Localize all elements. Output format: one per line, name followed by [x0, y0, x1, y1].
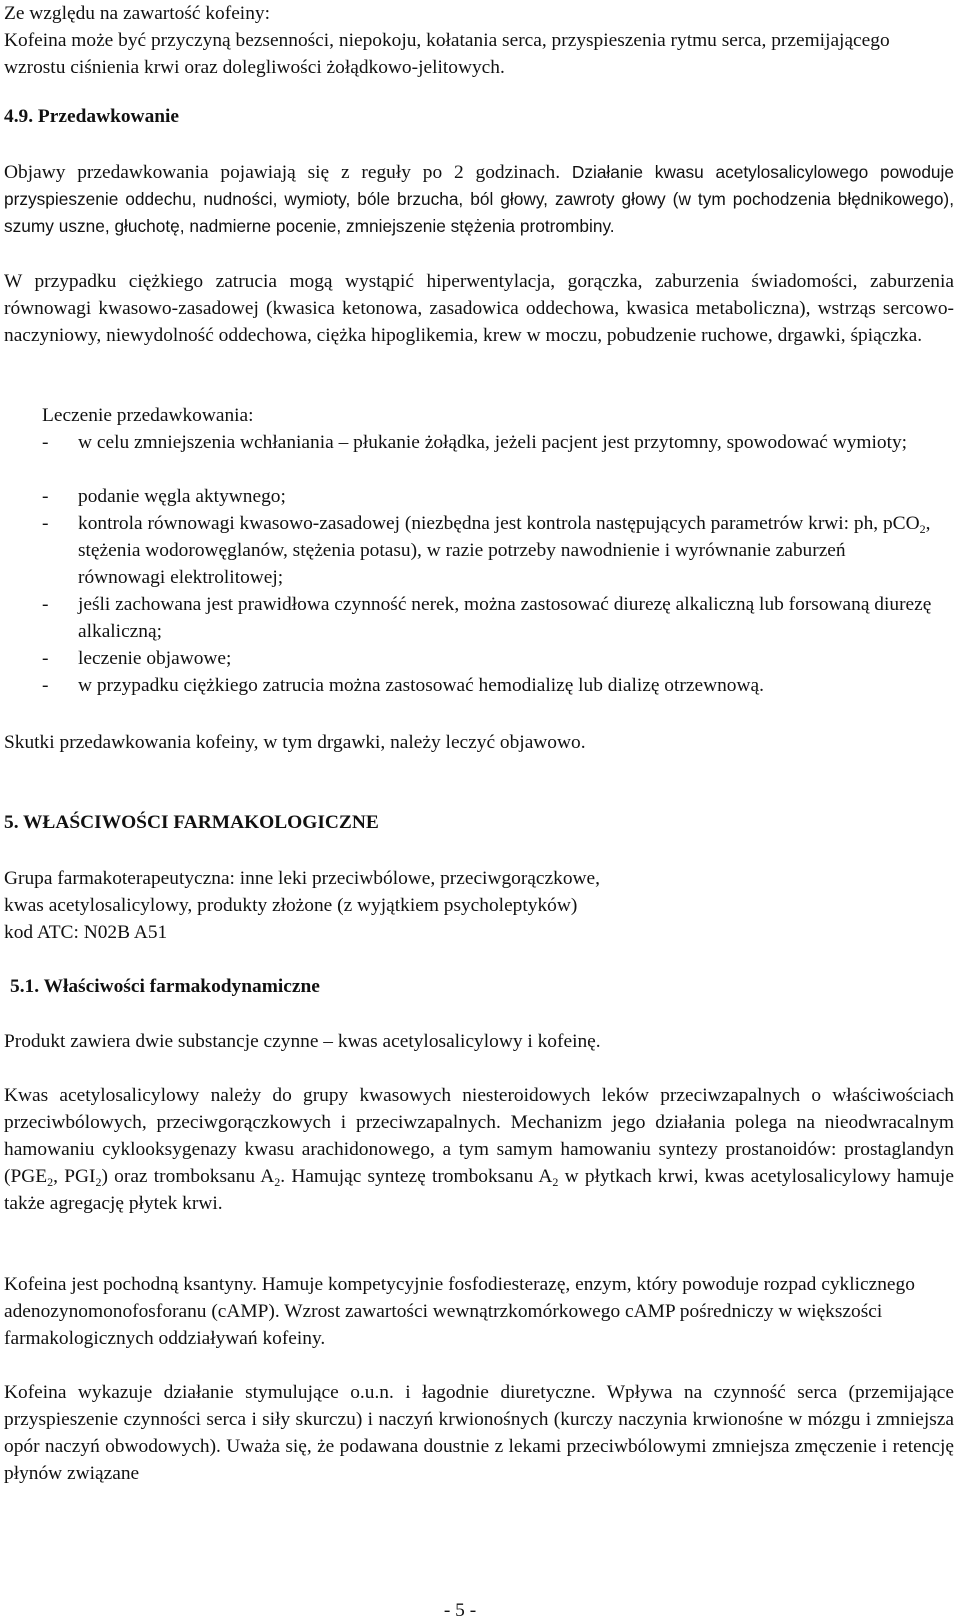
list-dash: -	[42, 486, 49, 507]
list-dash: -	[42, 648, 49, 669]
treatment-item-text: w przypadku ciężkiego zatrucia można zastosować hemodializę lub dializę otrzewnową.	[78, 675, 764, 696]
page-number: - 5 -	[443, 1600, 477, 1622]
caffeine-xanthine-paragraph: Kofeina jest pochodną ksantyny. Hamuje kompetycyjnie fosfodiesterazę, enzym, który powoduje rozpad cyklicznego adenozynomonofosforanu (cAMP). Wzrost zawartości wewnątrzkomórkowego cAMP pośredniczy w większości farmakologicznych oddziaływań kofeiny.	[4, 1274, 915, 1349]
subscript: 2	[552, 1175, 559, 1189]
list-dash: -	[42, 513, 49, 534]
list-dash: -	[42, 432, 49, 453]
overdose-onset-text: Objawy przedawkowania pojawiają się z reguły po 2 godzinach.	[4, 162, 561, 183]
pharmacotherapeutic-group-line: kwas acetylosalicylowy, produkty złożone (z wyjątkiem psycholeptyków)	[4, 895, 578, 916]
list-dash: -	[42, 675, 49, 696]
section-5-heading: 5. WŁAŚCIWOŚCI FARMAKOLOGICZNE	[4, 812, 379, 833]
treatment-item-text-part: kontrola równowagi kwasowo-zasadowej (niezbędna jest kontrola następujących parametrów krwi: ph, pCO	[78, 513, 920, 534]
caffeine-stimulant-paragraph: Kofeina wykazuje działanie stymulujące o.u.n. i łagodnie diuretyczne. Wpływa na czynność serca (przemijające przyspieszenie czynności serca i siły skurczu) i naczyń krwionośnych (kurczy naczynia krwionośne w mózgu i zmniejsza opór naczyń obwodowych). Uważa się, że podawana doustnie z lekami przeciwbólowymi zmniejsza zmęczenie i retencję płynów związane	[4, 1382, 954, 1484]
atc-code-line: kod ATC: N02B A51	[4, 922, 168, 943]
text-run: w płytkach krwi, kwas acetylosalicylowy hamuje także agregację płytek krwi.	[4, 1166, 954, 1214]
treatment-item-text: podanie węgla aktywnego;	[78, 486, 286, 507]
treatment-item-text: jeśli zachowana jest prawidłowa czynność nerek, można zastosować diurezę alkaliczną lub forsowaną diurezę alkaliczną;	[78, 594, 932, 642]
text-run: Kwas acetylosalicylowy należy do grupy kwasowych niesteroidowych leków przeciwzapalnych o właściwościach przeciwbólowych, przeciwgorączkowych i przeciwzapalnych. Mechanizm jego działania polega na nieodwracalnym hamowaniu cyklooksygenazy kwasu arachidonowego, a tym samym hamowaniu syntezy prostanoidów: prostaglandyn (PGE	[4, 1085, 954, 1187]
severe-poisoning-paragraph: W przypadku ciężkiego zatrucia mogą wystąpić hiperwentylacja, gorączka, zaburzenia świadomości, zaburzenia równowagi kwasowo-zasadowej (kwasica ketonowa, zasadowica oddechowa, kwasica metaboliczna), wstrząs sercowo-naczyniowy, niewydolność oddechowa, ciężka hipoglikemia, krew w moczu, pobudzenie ruchowe, drgawki, śpiączka.	[4, 271, 954, 346]
asa-mechanism-paragraph	[4, 1082, 954, 1217]
treatment-list-item	[42, 672, 932, 699]
treatment-list-item	[42, 645, 932, 672]
section-5-1-heading: 5.1. Właściwości farmakodynamiczne	[10, 976, 320, 997]
treatment-list-item	[42, 591, 932, 645]
subscript: 2	[47, 1175, 54, 1189]
text-run: . Hamując syntezę tromboksanu A	[280, 1166, 553, 1187]
subscript: 2	[274, 1175, 281, 1189]
treatment-heading: Leczenie przedawkowania:	[42, 405, 254, 426]
treatment-list-item	[42, 510, 932, 591]
overdose-symptoms-paragraph	[4, 159, 954, 240]
list-dash: -	[42, 594, 49, 615]
subscript: 2	[95, 1175, 102, 1189]
treatment-item-text	[78, 510, 932, 591]
treatment-list-item	[42, 483, 932, 510]
overdose-asa-effects-text: Działanie kwasu acetylosalicylowego powoduje przyspieszenie oddechu, nudności, wymioty, bóle brzucha, ból głowy, zawroty głowy (w tym pochodzenia błędnikowego), szumy uszne, głuchotę, nadmierne pocenie, zmniejszenie stężenia protrombiny.	[4, 162, 954, 236]
caffeine-warning-paragraph: Kofeina może być przyczyną bezsenności, niepokoju, kołatania serca, przyspieszenia rytmu serca, przemijającego wzrostu ciśnienia krwi oraz dolegliwości żołądkowo-jelitowych.	[4, 30, 890, 78]
caffeine-overdose-paragraph: Skutki przedawkowania kofeiny, w tym drgawki, należy leczyć objawowo.	[4, 732, 586, 753]
text-run: , PGI	[53, 1166, 96, 1187]
active-substances-paragraph: Produkt zawiera dwie substancje czynne – kwas acetylosalicylowy i kofeinę.	[4, 1031, 601, 1052]
text-run: ) oraz tromboksanu A	[101, 1166, 275, 1187]
treatment-item-text-part: , stężenia wodorowęglanów, stężenia potasu), w razie potrzeby nawodnienie i wyrównanie zaburzeń równowagi elektrolitowej;	[78, 513, 931, 588]
caffeine-warning-heading: Ze względu na zawartość kofeiny:	[4, 3, 270, 24]
treatment-item-text: leczenie objawowe;	[78, 648, 232, 669]
subscript: 2	[919, 522, 926, 536]
treatment-list-item	[42, 429, 932, 456]
section-4-9-heading: 4.9. Przedawkowanie	[4, 106, 180, 127]
treatment-item-text: w celu zmniejszenia wchłaniania – płukanie żołądka, jeżeli pacjent jest przytomny, spowodować wymioty;	[78, 432, 908, 453]
pharmacotherapeutic-group-line: Grupa farmakoterapeutyczna: inne leki przeciwbólowe, przeciwgorączkowe,	[4, 868, 600, 889]
